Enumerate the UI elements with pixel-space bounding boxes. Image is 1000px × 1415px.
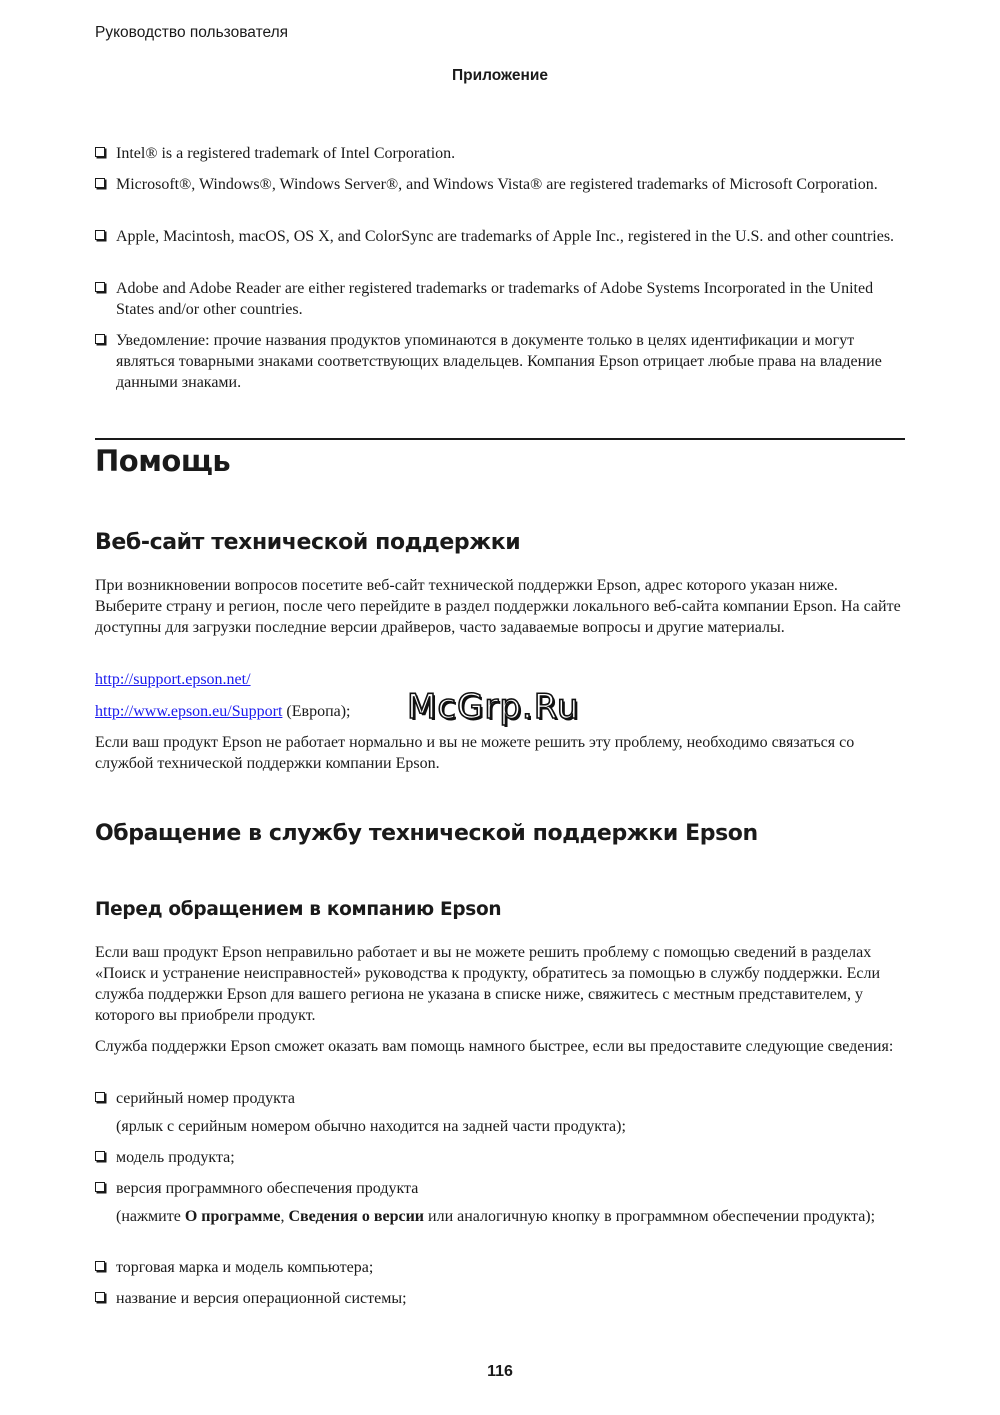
checkbox-bullet-icon	[95, 147, 105, 157]
contact-paragraph: Если ваш продукт Epson неправильно работает и вы не можете решить проблему с помощью сведений в разделах «Поиск и устранение неисправностей» руководства к продукту, обратитесь за помощью в службу поддержки. Если служба поддержки Epson для вашего региона не указана в списке ниже, свяжитесь с местным представителем, у которого вы приобрели продукт.	[95, 944, 881, 1024]
checkbox-bullet-icon	[95, 282, 105, 292]
list-item	[95, 1147, 905, 1168]
page-title: Помощь	[95, 444, 231, 478]
list-item	[95, 226, 905, 247]
list-item-text: Уведомление: прочие названия продуктов упоминаются в документе только в целях идентификации и могут являться товарными знаками соответствующих владельцев. Компания Epson отрицает любые права на владение данными знаками.	[116, 332, 882, 391]
running-header: Руководство пользователя	[95, 24, 289, 41]
list-item	[95, 278, 905, 320]
checkbox-bullet-icon	[95, 1092, 105, 1102]
contact-heading: Обращение в службу технической поддержки Epson	[95, 821, 758, 846]
list-item	[95, 1088, 905, 1109]
website-intro: При возникновении вопросов посетите веб-сайт технической поддержки Epson, адрес которого указан ниже. Выберите страну и регион, после чего перейдите в раздел поддержки локального веб-сайта компании Epson. На сайте доступны для загрузки последние версии драйверов, часто задаваемые вопросы и другие материалы.	[95, 577, 901, 636]
list-item	[95, 1257, 905, 1278]
list-item-text: Apple, Macintosh, macOS, OS X, and ColorSync are trademarks of Apple Inc., registered in the U.S. and other countries.	[116, 228, 895, 245]
checkbox-bullet-icon	[95, 178, 105, 188]
list-item	[95, 1178, 905, 1199]
contact-info-paragraph: Служба поддержки Epson сможет оказать вам помощь намного быстрее, если вы предоставите следующие сведения:	[95, 1038, 894, 1055]
checkbox-bullet-icon	[95, 1261, 105, 1271]
support-link[interactable]: http://support.epson.net/	[95, 671, 251, 688]
list-item-text: Microsoft®, Windows®, Windows Server®, and Windows Vista® are registered trademarks of Microsoft Corporation.	[116, 176, 878, 193]
section-header: Приложение	[452, 67, 548, 84]
list-item-text: версия программного обеспечения продукта	[116, 1180, 419, 1197]
software-note	[116, 1206, 905, 1227]
list-item-text: торговая марка и модель компьютера;	[116, 1259, 374, 1276]
website-outro: Если ваш продукт Epson не работает нормально и вы не можете решить эту проблему, необходимо связаться со службой технической поддержки компании Epson.	[95, 734, 855, 772]
list-item-text: модель продукта;	[116, 1149, 235, 1166]
list-item	[95, 330, 905, 393]
serial-note: (ярлык с серийным номером обычно находится на задней части продукта);	[116, 1118, 626, 1135]
section-divider	[95, 438, 905, 440]
checkbox-bullet-icon	[95, 334, 105, 344]
note-suffix: или аналогичную кнопку в программном обеспечении продукта);	[424, 1208, 876, 1225]
checkbox-bullet-icon	[95, 230, 105, 240]
list-item	[95, 1288, 905, 1309]
about-button-label: О программе	[184, 1208, 281, 1225]
europe-support-link[interactable]: http://www.epson.eu/Support	[95, 703, 283, 720]
checkbox-bullet-icon	[95, 1292, 105, 1302]
website-heading: Веб-сайт технической поддержки	[95, 530, 521, 555]
version-info-label: Сведения о версии	[288, 1208, 425, 1225]
page-number: 116	[487, 1363, 513, 1380]
checkbox-bullet-icon	[95, 1151, 105, 1161]
list-item-text: серийный номер продукта	[116, 1090, 295, 1107]
list-item	[95, 143, 905, 164]
europe-link-suffix: (Европа);	[282, 703, 351, 720]
checkbox-bullet-icon	[95, 1182, 105, 1192]
note-prefix: (нажмите	[116, 1208, 185, 1225]
contact-subheading: Перед обращением в компанию Epson	[95, 899, 502, 920]
list-item-text: Intel® is a registered trademark of Intel Corporation.	[116, 145, 456, 162]
list-item	[95, 174, 905, 195]
note-separator: ,	[280, 1208, 289, 1225]
list-item-text: название и версия операционной системы;	[116, 1290, 407, 1307]
watermark: McGrp.Ru	[407, 687, 580, 727]
list-item-text: Adobe and Adobe Reader are either registered trademarks or trademarks of Adobe Systems Incorporated in the United States and/or other countries.	[116, 280, 874, 318]
